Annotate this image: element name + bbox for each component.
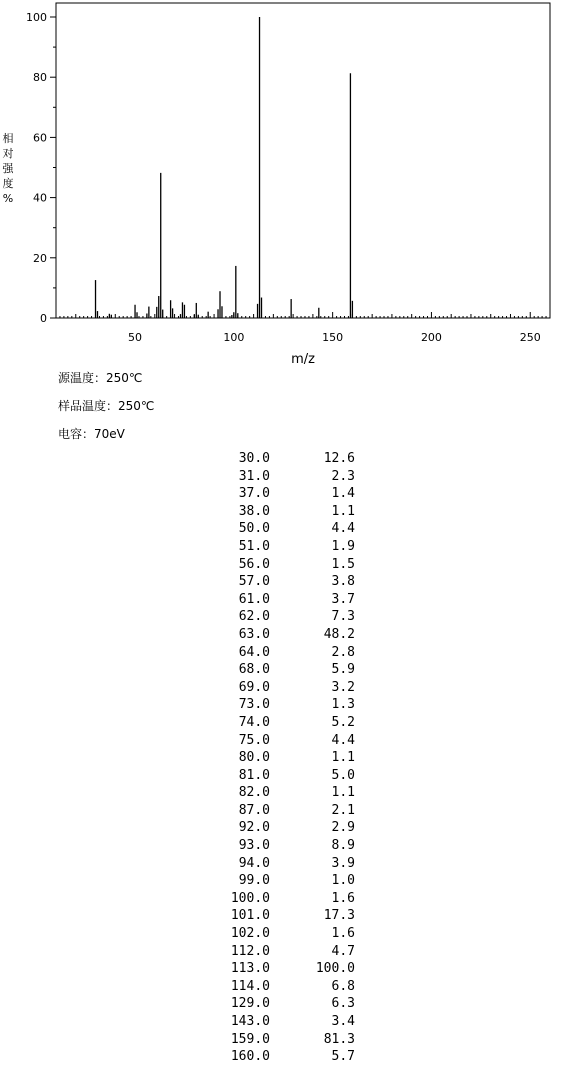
peak-intensity: 1.1 bbox=[331, 503, 355, 519]
plot-frame bbox=[56, 3, 550, 318]
x-tick-label: 200 bbox=[420, 331, 442, 344]
peak-intensity: 48.2 bbox=[323, 626, 355, 642]
peak-mz: 38.0 bbox=[238, 503, 270, 519]
peak-mz: 113.0 bbox=[230, 961, 270, 977]
peak-mz: 92.0 bbox=[238, 820, 270, 836]
peak-mz: 143.0 bbox=[230, 1014, 270, 1029]
peak-intensity: 5.0 bbox=[331, 767, 355, 783]
x-axis-label: m/z bbox=[291, 352, 315, 367]
table-row bbox=[210, 573, 370, 591]
source-temperature: 源温度：250℃ bbox=[58, 371, 143, 385]
peak-intensity: 1.5 bbox=[331, 556, 355, 572]
peak-mz: 51.0 bbox=[238, 538, 270, 554]
peak-intensity: 12.6 bbox=[323, 451, 355, 466]
peak-mz: 61.0 bbox=[238, 591, 270, 607]
peak-intensity: 2.9 bbox=[331, 820, 355, 836]
peak-intensity: 1.1 bbox=[331, 785, 355, 801]
peak-mz: 159.0 bbox=[230, 1031, 270, 1047]
table-row bbox=[210, 907, 370, 925]
peak-intensity: 8.9 bbox=[331, 838, 355, 854]
table-row bbox=[210, 661, 370, 679]
table-row bbox=[210, 644, 370, 662]
peak-mz: 62.0 bbox=[238, 609, 270, 625]
y-axis-label-char: 度 bbox=[2, 177, 14, 190]
x-tick-label: 250 bbox=[519, 331, 541, 344]
y-tick-label: 100 bbox=[26, 11, 47, 24]
table-row bbox=[210, 1031, 370, 1049]
peak-mz: 94.0 bbox=[238, 855, 270, 871]
peak-mz: 114.0 bbox=[230, 978, 270, 994]
peak-intensity: 1.0 bbox=[331, 873, 355, 889]
peak-intensity: 3.4 bbox=[331, 1014, 355, 1029]
peak-mz: 102.0 bbox=[230, 926, 270, 942]
peak-mz: 57.0 bbox=[238, 574, 270, 590]
y-tick-label: 80 bbox=[33, 71, 47, 85]
y-tick-label: 40 bbox=[33, 191, 47, 205]
table-row bbox=[210, 679, 370, 697]
peak-mz: 30.0 bbox=[238, 451, 270, 466]
peak-mz: 31.0 bbox=[238, 468, 270, 484]
peak-intensity: 2.3 bbox=[331, 468, 355, 484]
peak-mz: 160.0 bbox=[230, 1049, 270, 1065]
peak-mz: 82.0 bbox=[238, 785, 270, 801]
peak-intensity: 100.0 bbox=[315, 961, 355, 977]
table-row bbox=[210, 749, 370, 767]
sample-temperature: 样品温度：250℃ bbox=[58, 399, 155, 413]
peak-mz: 80.0 bbox=[238, 750, 270, 766]
table-row bbox=[210, 872, 370, 890]
table-row bbox=[210, 767, 370, 785]
table-row bbox=[210, 450, 370, 468]
table-row bbox=[210, 485, 370, 503]
y-axis-label-char: 强 bbox=[2, 162, 14, 175]
table-row bbox=[210, 503, 370, 521]
mass-spectrum-chart bbox=[0, 0, 570, 370]
table-row bbox=[210, 556, 370, 574]
table-row bbox=[210, 1048, 370, 1066]
y-axis-label bbox=[3, 131, 15, 205]
peak-intensity: 1.3 bbox=[331, 697, 355, 713]
peak-intensity: 4.4 bbox=[331, 732, 355, 748]
table-row bbox=[210, 520, 370, 538]
peak-mz: 69.0 bbox=[238, 679, 270, 695]
peak-intensity: 6.3 bbox=[331, 996, 355, 1012]
peak-mz: 50.0 bbox=[238, 521, 270, 537]
peak-table bbox=[210, 450, 370, 1066]
peak-intensity: 4.4 bbox=[331, 521, 355, 537]
peak-intensity: 3.2 bbox=[331, 679, 355, 695]
table-row bbox=[210, 943, 370, 961]
peak-mz: 101.0 bbox=[230, 908, 270, 924]
peak-intensity: 1.1 bbox=[331, 750, 355, 766]
table-row bbox=[210, 819, 370, 837]
peak-intensity: 1.6 bbox=[331, 926, 355, 942]
table-row bbox=[210, 837, 370, 855]
peak-intensity: 5.9 bbox=[331, 662, 355, 678]
peak-intensity: 5.7 bbox=[331, 1049, 355, 1065]
table-row bbox=[210, 802, 370, 820]
y-tick-label: 0 bbox=[40, 312, 47, 325]
peak-intensity: 3.9 bbox=[331, 855, 355, 871]
x-axis-ticks bbox=[60, 312, 546, 344]
peak-intensity: 5.2 bbox=[331, 714, 355, 730]
peak-mz: 100.0 bbox=[230, 890, 270, 906]
table-row bbox=[210, 890, 370, 908]
y-axis-label-char: 对 bbox=[2, 147, 14, 160]
table-row bbox=[210, 591, 370, 609]
table-row bbox=[210, 626, 370, 644]
peak-mz: 63.0 bbox=[238, 626, 270, 642]
peak-intensity: 3.8 bbox=[331, 574, 355, 590]
table-row bbox=[210, 978, 370, 996]
x-tick-label: 50 bbox=[128, 331, 143, 344]
peak-mz: 73.0 bbox=[238, 697, 270, 713]
peak-mz: 74.0 bbox=[238, 714, 270, 730]
peak-mz: 75.0 bbox=[238, 732, 270, 748]
y-axis-label-char: 相 bbox=[2, 132, 14, 145]
table-row bbox=[210, 855, 370, 873]
table-row bbox=[210, 732, 370, 750]
peak-intensity: 7.3 bbox=[331, 609, 355, 625]
table-row bbox=[210, 696, 370, 714]
y-tick-label: 60 bbox=[33, 131, 47, 145]
peak-mz: 56.0 bbox=[238, 556, 270, 572]
peak-mz: 37.0 bbox=[238, 486, 270, 502]
peak-mz: 99.0 bbox=[238, 873, 270, 889]
peak-intensity: 1.9 bbox=[331, 538, 355, 554]
y-tick-label: 20 bbox=[33, 251, 47, 265]
table-row bbox=[210, 538, 370, 556]
x-tick-label: 150 bbox=[322, 331, 344, 344]
table-row bbox=[210, 468, 370, 486]
peak-intensity: 2.8 bbox=[331, 644, 355, 660]
x-tick-label: 100 bbox=[223, 331, 245, 344]
peak-mz: 112.0 bbox=[230, 943, 270, 959]
table-row bbox=[210, 784, 370, 802]
peak-intensity: 1.4 bbox=[331, 486, 355, 502]
peak-intensity: 3.7 bbox=[331, 591, 355, 607]
table-row bbox=[210, 714, 370, 732]
peak-intensity: 6.8 bbox=[331, 978, 355, 994]
peak-mz: 68.0 bbox=[238, 662, 270, 678]
table-row bbox=[210, 1013, 370, 1031]
table-row bbox=[210, 608, 370, 626]
electron-energy: 电容：70eV bbox=[58, 427, 125, 441]
y-axis-label-char: % bbox=[2, 192, 14, 205]
table-row bbox=[210, 995, 370, 1013]
y-axis-ticks bbox=[26, 11, 56, 325]
peak-mz: 93.0 bbox=[238, 838, 270, 854]
peak-intensity: 1.6 bbox=[331, 890, 355, 906]
peak-intensity: 81.3 bbox=[323, 1031, 355, 1047]
table-row bbox=[210, 925, 370, 943]
peak-mz: 81.0 bbox=[238, 767, 270, 783]
peak-intensity: 2.1 bbox=[331, 802, 355, 818]
peak-intensity: 4.7 bbox=[331, 943, 355, 959]
peak-intensity: 17.3 bbox=[323, 908, 355, 924]
table-row bbox=[210, 960, 370, 978]
spectrum-bars bbox=[96, 17, 353, 318]
peak-mz: 87.0 bbox=[238, 802, 270, 818]
peak-mz: 129.0 bbox=[230, 996, 270, 1012]
peak-mz: 64.0 bbox=[238, 644, 270, 660]
